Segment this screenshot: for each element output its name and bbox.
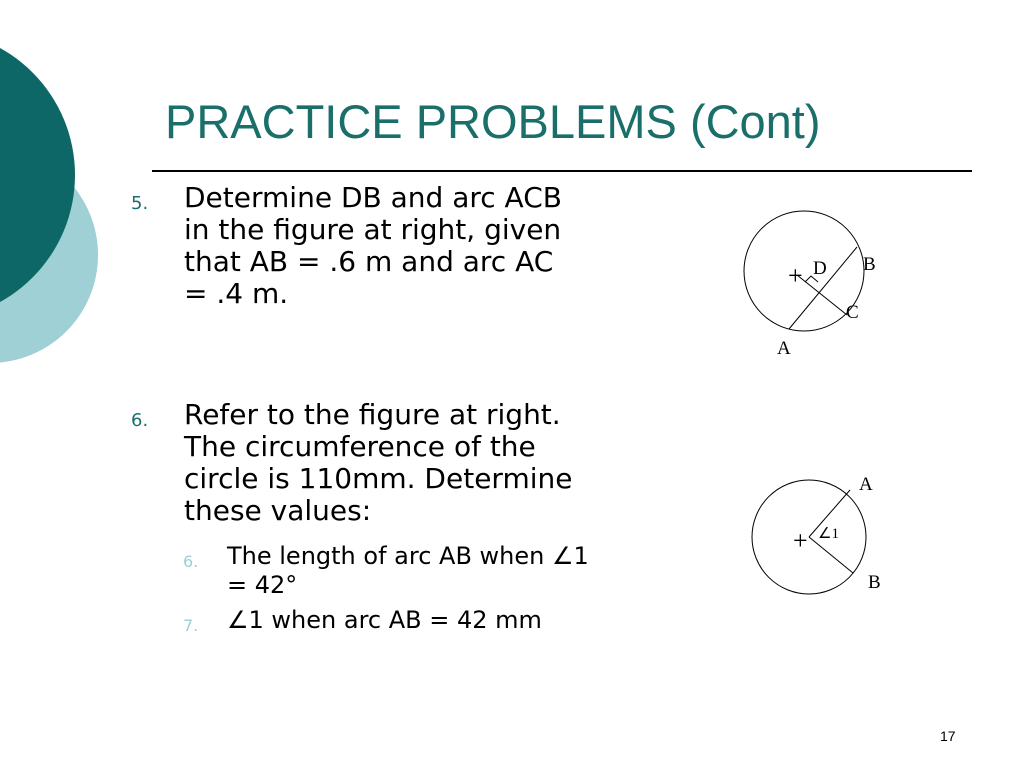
problem-line: Determine DB and arc ACB (184, 181, 562, 214)
radius-ob (809, 537, 853, 573)
subitem-number: 7. (183, 616, 199, 635)
radius-line (797, 275, 847, 315)
subitem-line: The length of arc AB when ∠1 (227, 542, 589, 570)
figure-circle-angle (740, 470, 910, 600)
problem-number: 6. (131, 410, 149, 431)
slide-title: PRACTICE PROBLEMS (Cont) (165, 95, 821, 148)
label-b: B (868, 572, 881, 593)
subitem-text (227, 542, 589, 600)
problem-text (184, 399, 572, 527)
center-mark: + (793, 526, 808, 555)
problem-line: The circumference of the (184, 430, 536, 463)
subitem-number: 6. (183, 552, 199, 571)
label-angle-1: ∠1 (818, 526, 839, 542)
label-a: A (777, 338, 791, 359)
problem-line: Refer to the figure at right. (184, 398, 561, 431)
subitem-line: ∠1 when arc AB = 42 mm (227, 606, 542, 634)
problem-number: 5. (131, 193, 149, 214)
label-c: C (846, 302, 859, 323)
label-a: A (859, 474, 873, 495)
subitem-line: = 42° (227, 571, 298, 599)
problem-line: that AB = .6 m and arc AC (184, 245, 554, 278)
problem-line: circle is 110mm. Determine (184, 462, 573, 495)
title-divider (152, 170, 972, 172)
decorative-circles (0, 0, 110, 400)
label-d: D (813, 258, 827, 279)
problem-text (184, 182, 562, 310)
figure-circle-chord (730, 200, 900, 365)
center-mark: + (788, 261, 803, 290)
subitem-text (227, 606, 542, 635)
problem-line: = .4 m. (184, 277, 289, 310)
problem-line: these values: (184, 494, 372, 527)
problem-line: in the figure at right, given (184, 213, 562, 246)
label-b: B (863, 254, 876, 275)
page-number: 17 (940, 728, 956, 744)
